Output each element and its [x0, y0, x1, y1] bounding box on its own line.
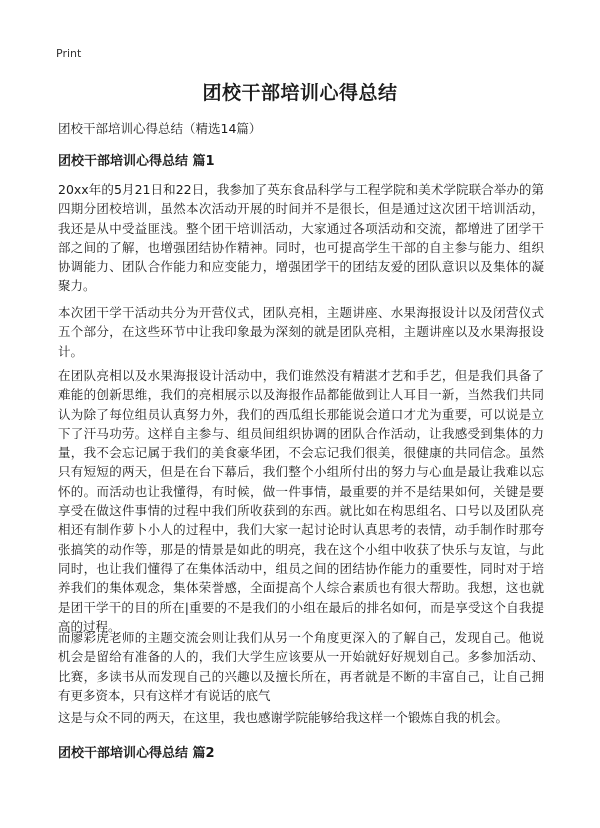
paragraph-5: 这是与众不同的两天，在这里，我也感谢学院能够给我这样一个锻炼自我的机会。 — [58, 710, 509, 725]
print-label[interactable]: Print — [56, 47, 82, 60]
document-title: 团校干部培训心得总结 — [202, 82, 398, 104]
document-subtitle: 团校干部培训心得总结（精选14篇） — [58, 121, 262, 136]
section-heading-2: 团校干部培训心得总结 篇2 — [58, 746, 215, 761]
paragraph-3: 在团队亮相以及水果海报设计活动中，我们谁然没有精湛才艺和手艺，但是我们具备了难能的创新思维，我们的亮相展示以及海报作品都能做到让人耳目一新，当然我们共同认为除了每位组员认真努力外，我们的西瓜组长那能说会道口才尤为重要，可以说是立下了汗马功劳。这样自主参与、组员间组织协调的团队合作活动，让我感受到集体的力量，我不会忘记属于我们的美食豪华团，不会忘记我们很美，很健康的共同信念。虽然只有短短的两天，但是在台下幕后，我们整个小组所付出的努力与心血是最让我难以忘怀的。而活动也让我懂得，有时候，做一件事情，最重要的并不是结果如何，关键是要享受在做这件事情的过程中我们所收获到的东西。就比如在构思组名、口号以及团队亮相还有制作萝卜小人的过程中，我们大家一起讨论时认真思考的表情，动手制作时那夸张搞笑的动作等，那是的情景是如此的明亮，我在这个小组中收获了快乐与友谊，与此同时，也让我们懂得了在集体活动中，组员之间的团结协作能力的重要性，同时对于培养我们的集体观念，集体荣誉感，全面提高个人综合素质也有很大帮助。我想，这也就是团干学干的目的所在|重要的不是我们的小组在最后的排名如何，而是享受这个自我提高的过程。 — [58, 368, 544, 634]
paragraph-2: 本次团干学干活动共分为开营仪式，团队亮相，主题讲座、水果海报设计以及闭营仪式五个部分，在这些环节中让我印象最为深刻的就是团队亮相，主题讲座以及水果海报设计。 — [58, 305, 544, 359]
section-heading-1: 团校干部培训心得总结 篇1 — [58, 154, 215, 169]
paragraph-4: 而廖彩虎老师的主题交流会则让我们从另一个角度更深入的了解自己，发现自己。他说机会是留给有准备的人的，我们大学生应该要从一开始就好好规划自己。多参加活动、比赛，多读书从而发现自己的兴趣以及擅长所在，再者就是不断的丰富自己，让自己拥有更多资本，只有这样才有说话的底气 — [58, 630, 544, 703]
paragraph-1: 20xx年的5月21日和22日，我参加了英东食品科学与工程学院和美术学院联合举办的第四期分团校培训，虽然本次活动开展的时间并不是很长，但是通过这次团干培训活动，我还是从中受益匪浅。整个团干培训活动，大家通过各项活动和交流，都增进了团学干部之间的了解，也增强团结协作精神。同时，也可提高学生干部的自主参与能力、组织协调能力、团队合作能力和应变能力，增强团学干的团结友爱的团队意识以及集体的凝聚力。 — [58, 182, 544, 294]
